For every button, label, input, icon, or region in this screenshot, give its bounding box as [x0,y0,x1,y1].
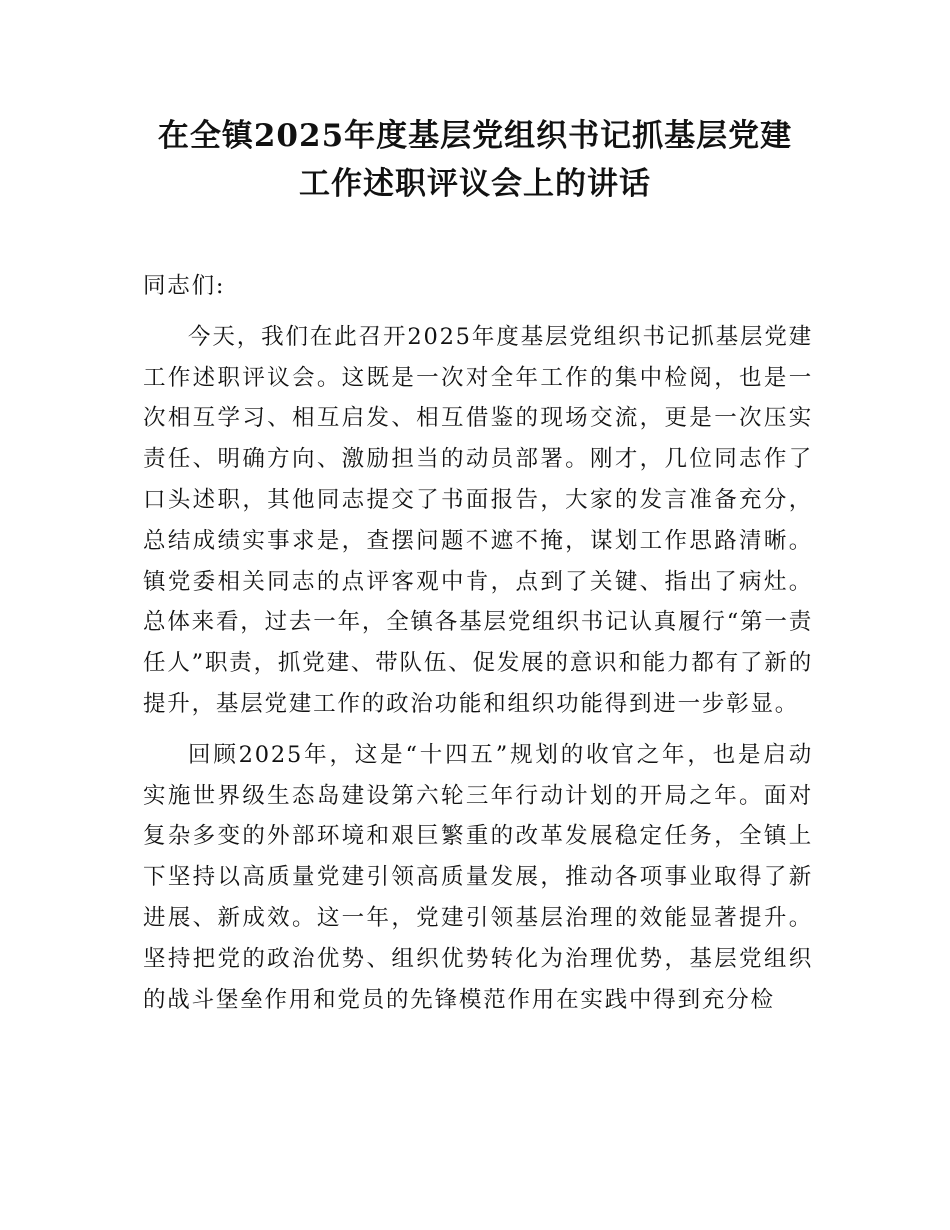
salutation: 同志们: [143,273,226,299]
document-title [120,112,830,208]
title-line-2: 工作述职评议会上的讲话 [299,166,651,202]
paragraph-2: 回顾2025年，这是“十四五”规划的收官之年，也是启动实施世界级生态岛建设第六轮三年行动计划的开局之年。面对复杂多变的外部环境和艰巨繁重的改革发展稳定任务，全镇上下坚持以高质量党建引领高质量发展，推动各项事业取得了新进展、新成效。这一年，党建引领基层治理的效能显著提升。坚持把党的政治优势、组织优势转化为治理优势，基层党组织的战斗堡垒作用和党员的先锋模范作用在实践中得到充分检 [143,741,813,1013]
paragraph-1: 今天，我们在此召开2025年度基层党组织书记抓基层党建工作述职评议会。这既是一次对全年工作的集中检阅，也是一次相互学习、相互启发、相互借鉴的现场交流，更是一次压实责任、明确方向、激励担当的动员部署。刚才，几位同志作了口头述职，其他同志提交了书面报告，大家的发言准备充分，总结成绩实事求是，查摆问题不遮不掩，谋划工作思路清晰。镇党委相关同志的点评客观中肯，点到了关键、指出了病灶。总体来看，过去一年，全镇各基层党组织书记认真履行“第一责任人”职责，抓党建、带队伍、促发展的意识和能力都有了新的提升，基层党建工作的政治功能和组织功能得到进一步彰显。 [143,323,813,717]
title-line-1: 在全镇2025年度基层党组织书记抓基层党建 [157,118,793,154]
document-body [143,266,813,1030]
